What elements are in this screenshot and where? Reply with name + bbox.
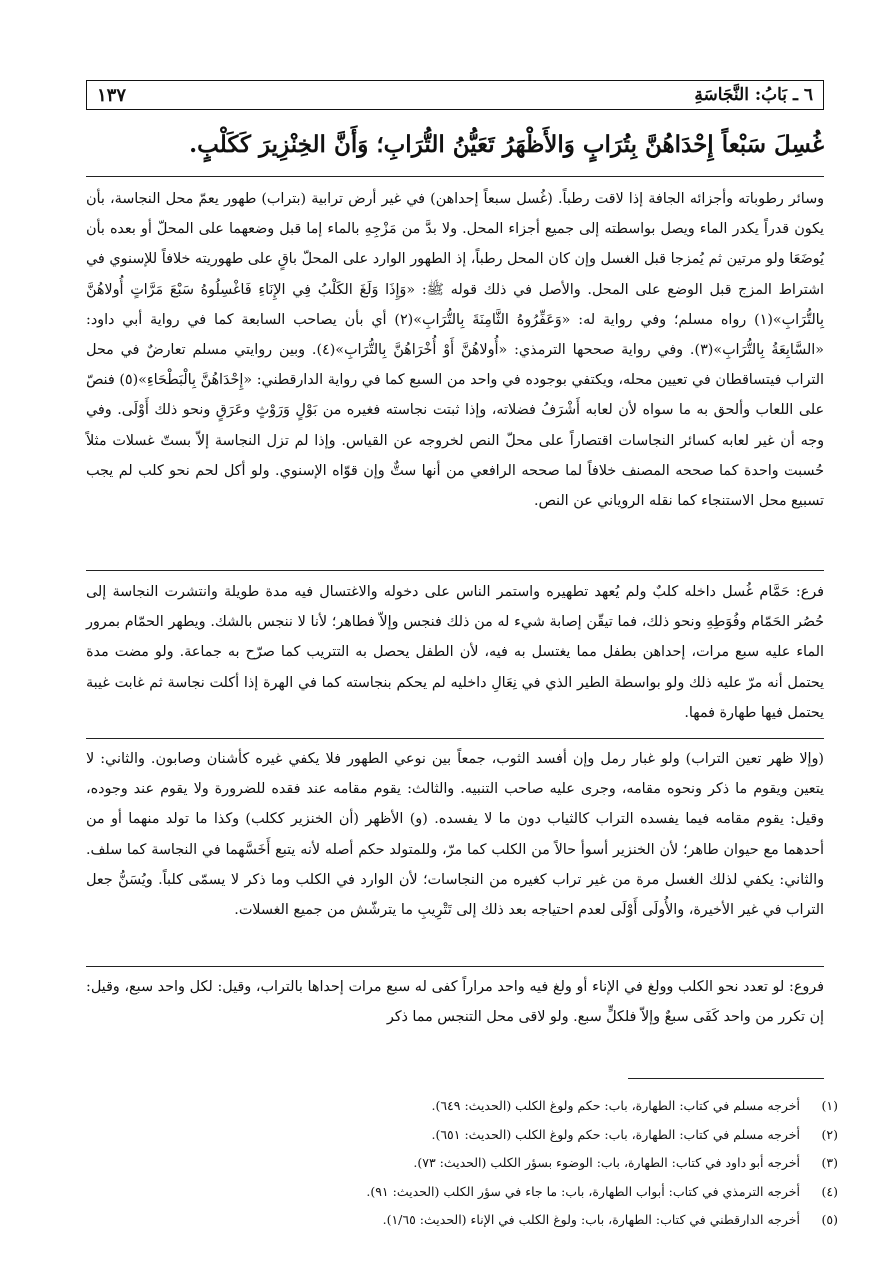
footnote-separator (628, 1078, 824, 1079)
chapter-title: ٦ ـ بَابُ: النَّجَاسَةِ (694, 85, 813, 105)
paragraph-2: فرع: حَمَّام غُسل داخله كلبٌ ولم يُعهد تطهيره واستمر الناس على دخوله والاغتسال فيه مدة طويلة وانتشرت النجاسة إلى حُصُر الحَمّام وفُوَطِهِ ونحو ذلك، فما تيقّن إصابة شيء له من ذلك فنجس وإلاّ فطاهر؛ لأنا لا ننجس بالشك. ويطهر الحمّام بمرور الماء عليه سبع مرات، إحداهن بطفل مما يغتسل به فيه، لأن الطفل يحصل به التتريب كما صرّح به جماعة. ولو مضت مدة يحتمل أنه مرّ عليه ذلك ولو بواسطة الطير الذي في نِعَالِ داخليه لم يحكم بنجاسته كما في الهرة إذا أكلت نجاسة ثم غابت غيبة يحتمل فيها طهارة فمها. (86, 584, 824, 721)
footnote-number: (٥) (821, 1212, 838, 1227)
footnote-number: (٢) (821, 1126, 838, 1142)
footnote-number: (٤) (821, 1183, 838, 1199)
footnote-text: أخرجه أبو داود في كتاب: الطهارة، باب: الوضوء بسؤر الكلب (الحديث: ٧٣). (413, 1155, 801, 1170)
section-divider (86, 738, 824, 739)
page-number: ١٣٧ (97, 84, 127, 106)
footnote-number: (٣) (821, 1155, 838, 1170)
footnote (86, 1121, 838, 1150)
footnote (86, 1206, 838, 1235)
footnotes (86, 1092, 838, 1235)
footnote-text: أخرجه مسلم في كتاب: الطهارة، باب: حكم ولوغ الكلب (الحديث: ٦٥١). (431, 1126, 801, 1142)
running-header (86, 80, 824, 110)
section-divider (86, 570, 824, 571)
section-divider (86, 966, 824, 967)
footnote-text: أخرجه مسلم في كتاب: الطهارة، باب: حكم ولوغ الكلب (الحديث: ٦٤٩). (431, 1098, 801, 1113)
footnote-number: (١) (821, 1098, 838, 1113)
paragraph-4: فروع: لو تعدد نحو الكلب وولغ في الإناء أو ولغ فيه واحد مراراً كفى له سبع مرات إحداها بالتراب، وقيل: لكل واحد سبع، وقيل: إن تكرر من واحد كَفَى سبعٌ وإلاّ فلكلٍّ سبع. ولو لاقى محل التنجس مما ذكر (86, 979, 824, 1026)
paragraph-3: (وإلا ظهر تعين التراب) ولو غبار رمل وإن أفسد الثوب، جمعاً بين نوعي الطهور فلا يكفي غيره كأشنان وصابون. والثاني: لا يتعين ويقوم ما ذكر ونحوه مقامه، وجرى عليه صاحب التنبيه. والثالث: يقوم مقامه عند فقده للضرورة ولا يقوم عند وجوده، وقيل: يقوم مقامه فيما يفسده التراب كالثياب دون ما لا يفسده. (و) الأظهر (أن الخنزير ككلب) وكذا ما تولد منهما أو من أحدهما مع حيوان طاهر؛ لأن الخنزير أسوأ حالاً من الكلب كما مرّ، وللمتولد حكم أصله لأنه يتبع أَخَسَّهما في النجاسة كما سلف. والثاني: يكفي لذلك الغسل مرة من غير تراب كغيره من النجاسات؛ لأن الوارد في الكلب وما ذكر لا يسمّى كلباً. ويُسَنُّ جعل التراب في غير الأخيرة، والأُولَى أَوْلَى لعدم احتياجه بعد ذلك إلى تَتْرِيبِ ما يترشّش من جميع الغسلات. (86, 751, 824, 919)
footnote-text: أخرجه الدارقطني في كتاب: الطهارة، باب: ولوغ الكلب في الإناء (الحديث: ١/٦٥). (382, 1212, 801, 1227)
footnote (86, 1178, 838, 1207)
footnote-text: أخرجه الترمذي في كتاب: أبواب الطهارة، باب: ما جاء في سؤر الكلب (الحديث: ٩١). (366, 1183, 801, 1199)
footnote (86, 1149, 838, 1178)
footnote (86, 1092, 838, 1121)
matn-divider (86, 176, 824, 177)
matn-text: غُسِلَ سَبْعاً إِحْدَاهُنَّ بِتُرَابٍ وَالأَظْهَرُ تَعَيُّنُ التُّرَابِ؛ وَأَنَّ الخِنْزِيرَ كَكَلْبٍ. (189, 131, 824, 158)
paragraph-1: وسائر رطوباته وأجزائه الجافة إذا لاقت رطباً. (غُسل سبعاً إحداهن) في غير أرض ترابية (بتراب) طهور يعمّ محل النجاسة، بأن يكون قدراً يكدر الماء ويصل بواسطته إلى جميع أجزاء المحل. ولا بدَّ من مَزْجِهِ بالماء إما قبل وضعهما على المحلّ أو بعده بأن يُوضَعَا ولو مرتين ثم يُمزجا قبل الغسل وإن كان المحل رطباً، إذ الطهور الوارد على المحلّ باقٍ على طهوريته خلافاً للإسنوي في اشتراط المزج قبل الوضع على المحل. والأصل في ذلك قوله ﷺ: «وَإِذَا وَلَغَ الكَلْبُ فِي الإِنَاءِ فَاغْسِلُوهُ سَبْعَ مَرَّاتٍ أُولاهُنَّ بِالتُّرَابِ»(١) رواه مسلم؛ وفي رواية له: «وَعَفِّرُوهُ الثَّامِنَةَ بِالتُّرَابِ»(٢) أي بأن يصاحب السابعة كما في رواية أبي داود: «السَّابِعَةُ بِالتُّرَابِ»(٣). وفي رواية صححها الترمذي: «أُولاهُنَّ أَوْ أُخْرَاهُنَّ بِالتُّرَابِ»(٤). وبين روايتي مسلم تعارضٌ في محل التراب فيتساقطان في تعيين محله، ويكتفي بوجوده في واحد من السبع كما في رواية الدارقطني: «إِحْدَاهُنَّ بِالْبَطْحَاءِ»(٥) فنصّ على اللعاب وألحق به ما سواه لأن لعابه أَشْرَفُ فضلاته، وإذا ثبتت نجاسته فغيره من بَوْلٍ وَرَوْثٍ وعَرَقٍ ونحو ذلك أَوْلَى. وفي وجه أن غير لعابه كسائر النجاسات اقتصاراً على محلّ النص لخروجه عن القياس. وإذا لم تزل النجاسة إلاّ بستّ غسلات مثلاً حُسبت واحدة كما صححه المصنف خلافاً لما صححه الرافعي من أنها ستٌّ وإن قوّاه الإسنوي. ولو أكل لحم نحو كلب لم يجب تسبيع محل الاستنجاء كما نقله الروياني عن النص. (86, 191, 825, 510)
